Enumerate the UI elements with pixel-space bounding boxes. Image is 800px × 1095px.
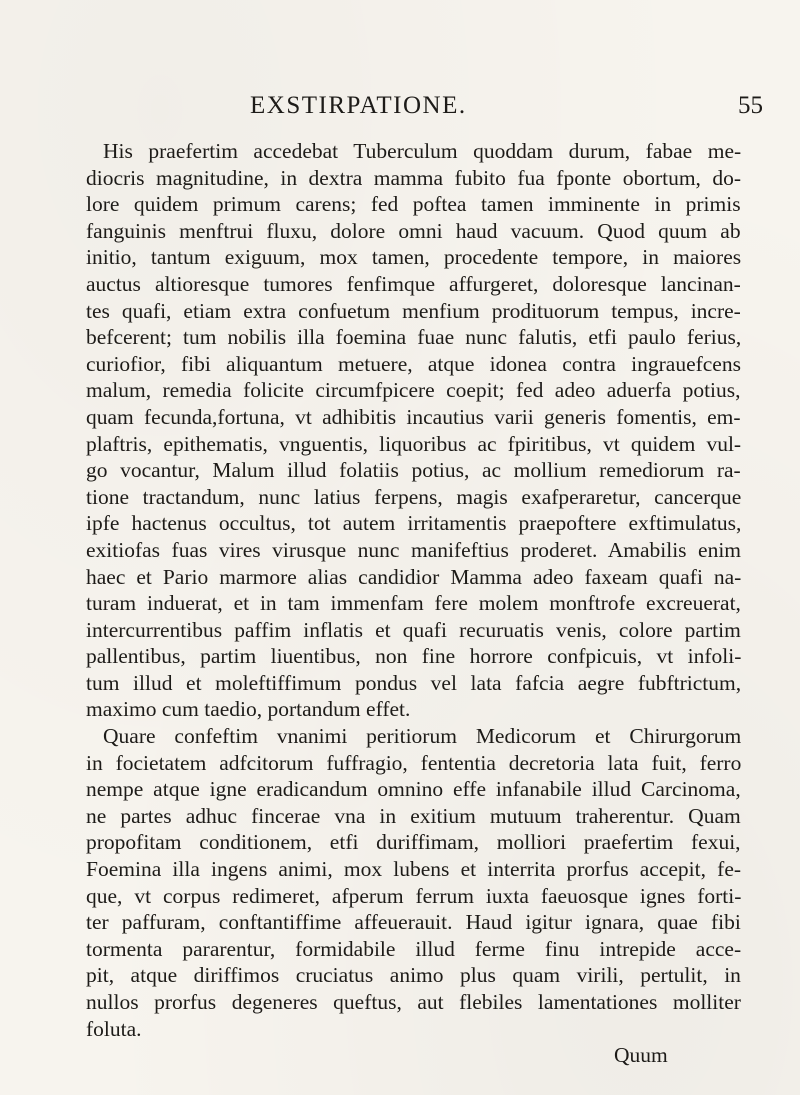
text-line: turam induerat, et in tam immenfam fere molem monftrofe excreuerat, bbox=[86, 591, 741, 616]
paragraph-2 bbox=[86, 723, 741, 1042]
text-line: Quare confeftim vnanimi peritiorum Medicorum et Chirurgorum bbox=[103, 724, 742, 749]
text-line: intercurrentibus paffim inflatis et quafi recuruatis venis, colore partim bbox=[86, 617, 741, 642]
text-line: plaftris, epithematis, vnguentis, liquoribus ac fpiritibus, vt quidem vul- bbox=[86, 431, 742, 456]
text-line: que, vt corpus redimeret, afperum ferrum iuxta faeuosque ignes forti- bbox=[86, 883, 742, 908]
text-line: befcerent; tum nobilis illa foemina fuae nunc falutis, etfi paulo ferius, bbox=[86, 325, 742, 350]
text-line: lore quidem primum carens; fed poftea tamen imminente in primis bbox=[86, 192, 741, 217]
running-head: EXSTIRPATIONE. bbox=[250, 92, 467, 119]
text-line: nempe atque igne eradicandum omnino effe infanabile illud Carcinoma, bbox=[86, 777, 741, 802]
text-line: exitiofas fuas vires virusque nunc manifeftius proderet. Amabilis enim bbox=[86, 537, 742, 562]
text-line: pit, atque diriffimos cruciatus animo plus quam virili, pertulit, in bbox=[86, 963, 741, 988]
text-line: tes quafi, etiam extra confuetum menfium prodituorum tempus, incre- bbox=[86, 298, 741, 323]
text-line: tione tractandum, nunc latius ferpens, magis exafperaretur, cancerque bbox=[86, 484, 742, 509]
text-line: ne partes adhuc fincerae vna in exitium mutuum traherentur. Quam bbox=[86, 803, 741, 828]
text-line: fanguinis menftrui fluxu, dolore omni haud vacuum. Quod quum ab bbox=[86, 218, 741, 243]
text-line: ipfe hactenus occultus, tot autem irritamentis praepoftere exftimulatus, bbox=[86, 511, 742, 536]
text-line: quam fecunda,fortuna, vt adhibitis incautius varii generis fomentis, em- bbox=[86, 404, 741, 429]
text-line: curiofior, fibi aliquantum metuere, atque idonea contra ingrauefcens bbox=[86, 351, 741, 376]
text-line: haec et Pario marmore alias candidior Mamma adeo faxeam quafi na- bbox=[86, 564, 742, 589]
text-line: malum, remedia folicite circumfpicere coepit; fed adeo aduerfa potius, bbox=[86, 378, 741, 403]
text-line: foluta. bbox=[86, 1016, 142, 1041]
text-line: pallentibus, partim liuentibus, non fine horrore confpicuis, vt infoli- bbox=[86, 644, 742, 669]
text-line: tormenta pararentur, formidabile illud ferme finu intrepide acce- bbox=[86, 936, 742, 961]
text-line: initio, tantum exiguum, mox tamen, procedente tempore, in maiores bbox=[86, 245, 742, 270]
paragraph-1 bbox=[86, 138, 741, 723]
catchword: Quum bbox=[614, 1043, 668, 1068]
body-text bbox=[86, 138, 741, 1069]
page-number: 55 bbox=[738, 92, 763, 119]
text-line: His praefertim accedebat Tuberculum quoddam durum, fabae me- bbox=[103, 139, 742, 163]
text-line: propofitam conditionem, etfi duriffimam, molliori praefertim fexui, bbox=[86, 830, 741, 855]
text-line: auctus altioresque tumores fenfimque affurgeret, doloresque lancinan- bbox=[86, 271, 741, 296]
text-line: maximo cum taedio, portandum effet. bbox=[86, 697, 411, 722]
text-line: in focietatem adfcitorum fuffragio, fententia decretoria lata fuit, ferro bbox=[86, 750, 742, 775]
text-line: diocris magnitudine, in dextra mamma fubito fua fponte obortum, do- bbox=[86, 165, 742, 190]
text-line: ter paffuram, conftantiffime affeuerauit. Haud igitur ignara, quae fibi bbox=[86, 910, 741, 935]
text-line: Foemina illa ingens animi, mox lubens et interrita prorfus accepit, fe- bbox=[86, 857, 742, 882]
text-line: go vocantur, Malum illud folatiis potius, ac mollium remediorum ra- bbox=[86, 458, 741, 483]
text-line: tum illud et moleftiffimum pondus vel lata fafcia aegre fubftrictum, bbox=[86, 670, 742, 695]
text-line: nullos prorfus degeneres queftus, aut flebiles lamentationes molliter bbox=[86, 990, 741, 1014]
